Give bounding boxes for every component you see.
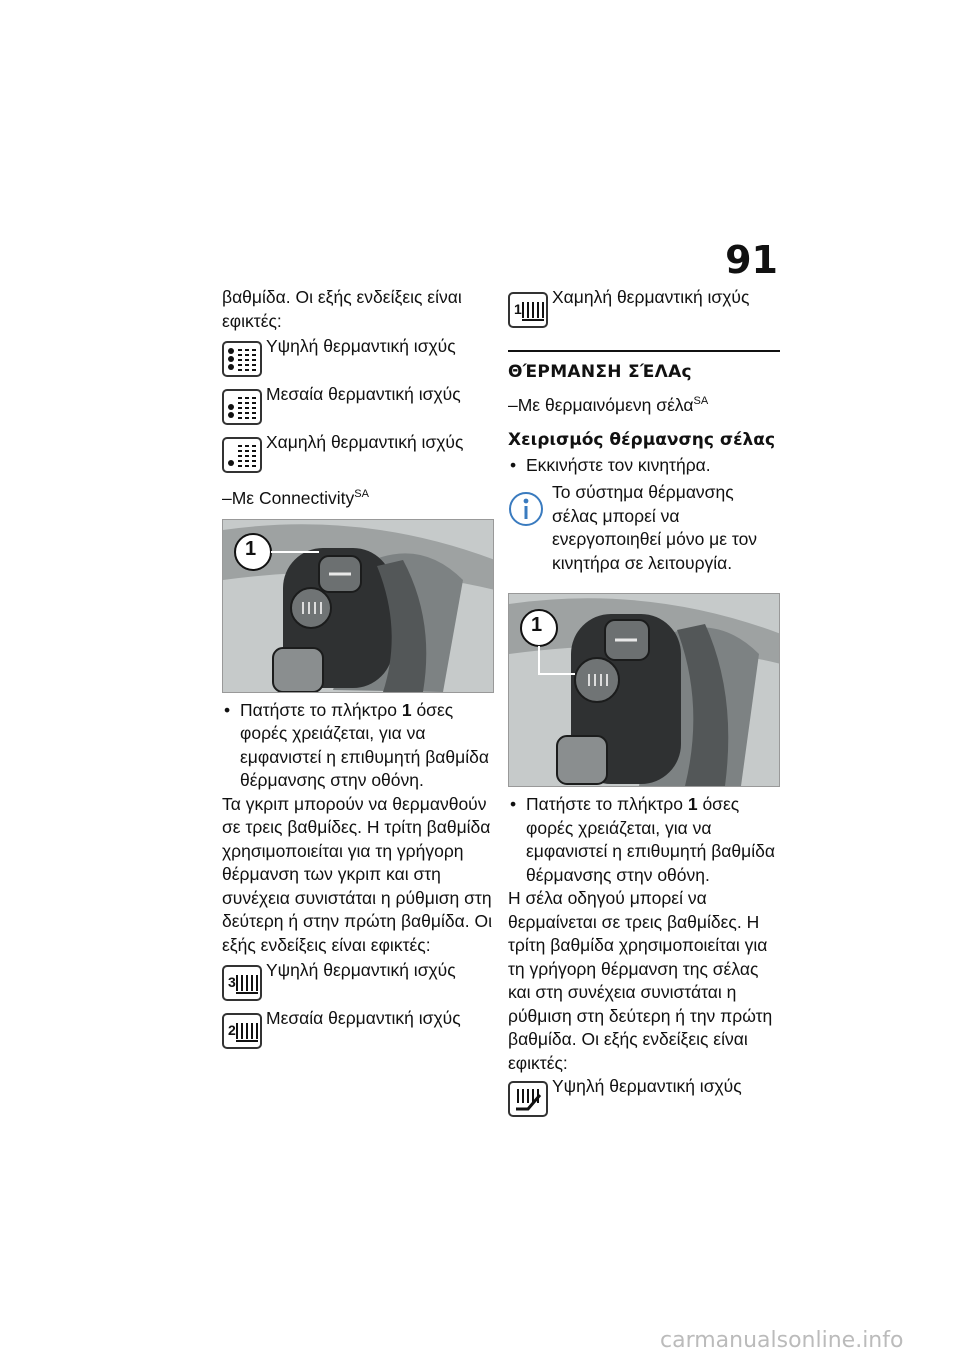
section-heading: ΘΈΡΜΑΝΣΗ ΣΈΛΑς — [508, 350, 780, 382]
indicator-label: Υψηλή θερμαντική ισχύς — [552, 1076, 742, 1096]
info-icon — [508, 491, 544, 534]
indicator-label: Μεσαία θερμαντική ισχύς — [266, 1008, 461, 1028]
indicator-label: Υψηλή θερμαντική ισχύς — [266, 336, 456, 356]
instruction-bullet: • Εκκινήστε τον κινητήρα. — [508, 454, 780, 478]
indicator-label: Μεσαία θερμαντική ισχύς — [266, 384, 461, 404]
info-note — [508, 481, 780, 575]
indicator-row — [222, 431, 494, 479]
indicator-row — [222, 1007, 494, 1055]
figure-callout: 1 — [245, 537, 257, 560]
grip-level-number: 2 — [228, 1022, 236, 1038]
variant-line: –Με θερμαινόμενη σέλα$^{SA}$ — [508, 395, 709, 415]
seat-heat-high-icon — [508, 1081, 548, 1122]
indicator-label: Χαμηλή θερμαντική ισχύς — [552, 287, 750, 307]
bullet-dot: • — [510, 454, 517, 475]
left-column — [222, 286, 494, 1055]
watermark: carmanualsonline.info — [660, 1328, 904, 1353]
heat-level-low-icon — [222, 437, 262, 478]
heat-level-medium-icon — [222, 389, 262, 430]
indicator-row — [508, 286, 780, 334]
intro-text: βαθμίδα. Οι εξής ενδείξεις είναι εφικτές: — [222, 287, 462, 331]
right-column — [508, 286, 780, 1123]
instruction-bullet: • Πατήστε το πλήκτρο 1 όσες φορές χρειάζεται, για να εμφανιστεί η επιθυμητή βαθμίδα θέρμανσης στην οθόνη. — [224, 699, 489, 790]
page-number: 91 — [725, 238, 778, 282]
indicator-row — [222, 959, 494, 1007]
indicator-label: Χαμηλή θερμαντική ισχύς — [266, 432, 464, 452]
grip-heat-paragraph: Τα γκριπ μπορούν να θερμανθούν σε τρεις βαθμίδες. Η τρίτη βαθμίδα χρησιμοποιείται για τη γρήγορη θέρμανση των γκριπ και στη συνέχεια συνιστάται η ρύθμιση στη δεύτερη ή στην πρώτη βαθμίδα. Οι εξής ενδείξεις είναι εφικτές: — [222, 793, 492, 955]
subsection-heading: Χειρισμός θέρμανσης σέλας — [508, 429, 776, 450]
grip-level-number: 3 — [228, 974, 236, 990]
indicator-row — [508, 1075, 780, 1123]
figure-callout: 1 — [531, 614, 543, 636]
grip-level-number: 1 — [514, 301, 522, 317]
indicator-row — [222, 383, 494, 431]
bullet-dot: • — [510, 794, 517, 814]
bullet-dot: • — [224, 699, 231, 720]
indicator-label: Υψηλή θερμαντική ισχύς — [266, 960, 456, 980]
heat-level-high-icon — [222, 341, 262, 382]
instruction-bullet: • Πατήστε το πλήκτρο 1 όσες φορές χρειάζεται, για να εμφανιστεί η επιθυμητή βαθμίδα θέρμανσης στην οθόνη. — [510, 794, 775, 885]
seat-heat-paragraph: Η σέλα οδηγού μπορεί να θερμαίνεται σε τρεις βαθμίδες. Η τρίτη βαθμίδα χρησιμοποιείται για τη γρήγορη θέρμανση της σέλας και στη συνέχεια συνιστάται η ρύθμιση στη δεύτερη ή την πρώτη βαθμίδα. Οι εξής ενδείξεις είναι εφικτές: — [508, 888, 773, 1073]
seat-heat-button-figure — [508, 593, 780, 787]
info-note-text: Το σύστημα θέρμανσης σέλας μπορεί να ενεργοποιηθεί μόνο με τον κινητήρα σε λειτουργία. — [552, 482, 758, 573]
indicator-row — [222, 335, 494, 383]
handlebar-grip-figure — [222, 519, 494, 693]
variant-line: –Με Connectivity$^{SA}$ — [222, 488, 369, 508]
